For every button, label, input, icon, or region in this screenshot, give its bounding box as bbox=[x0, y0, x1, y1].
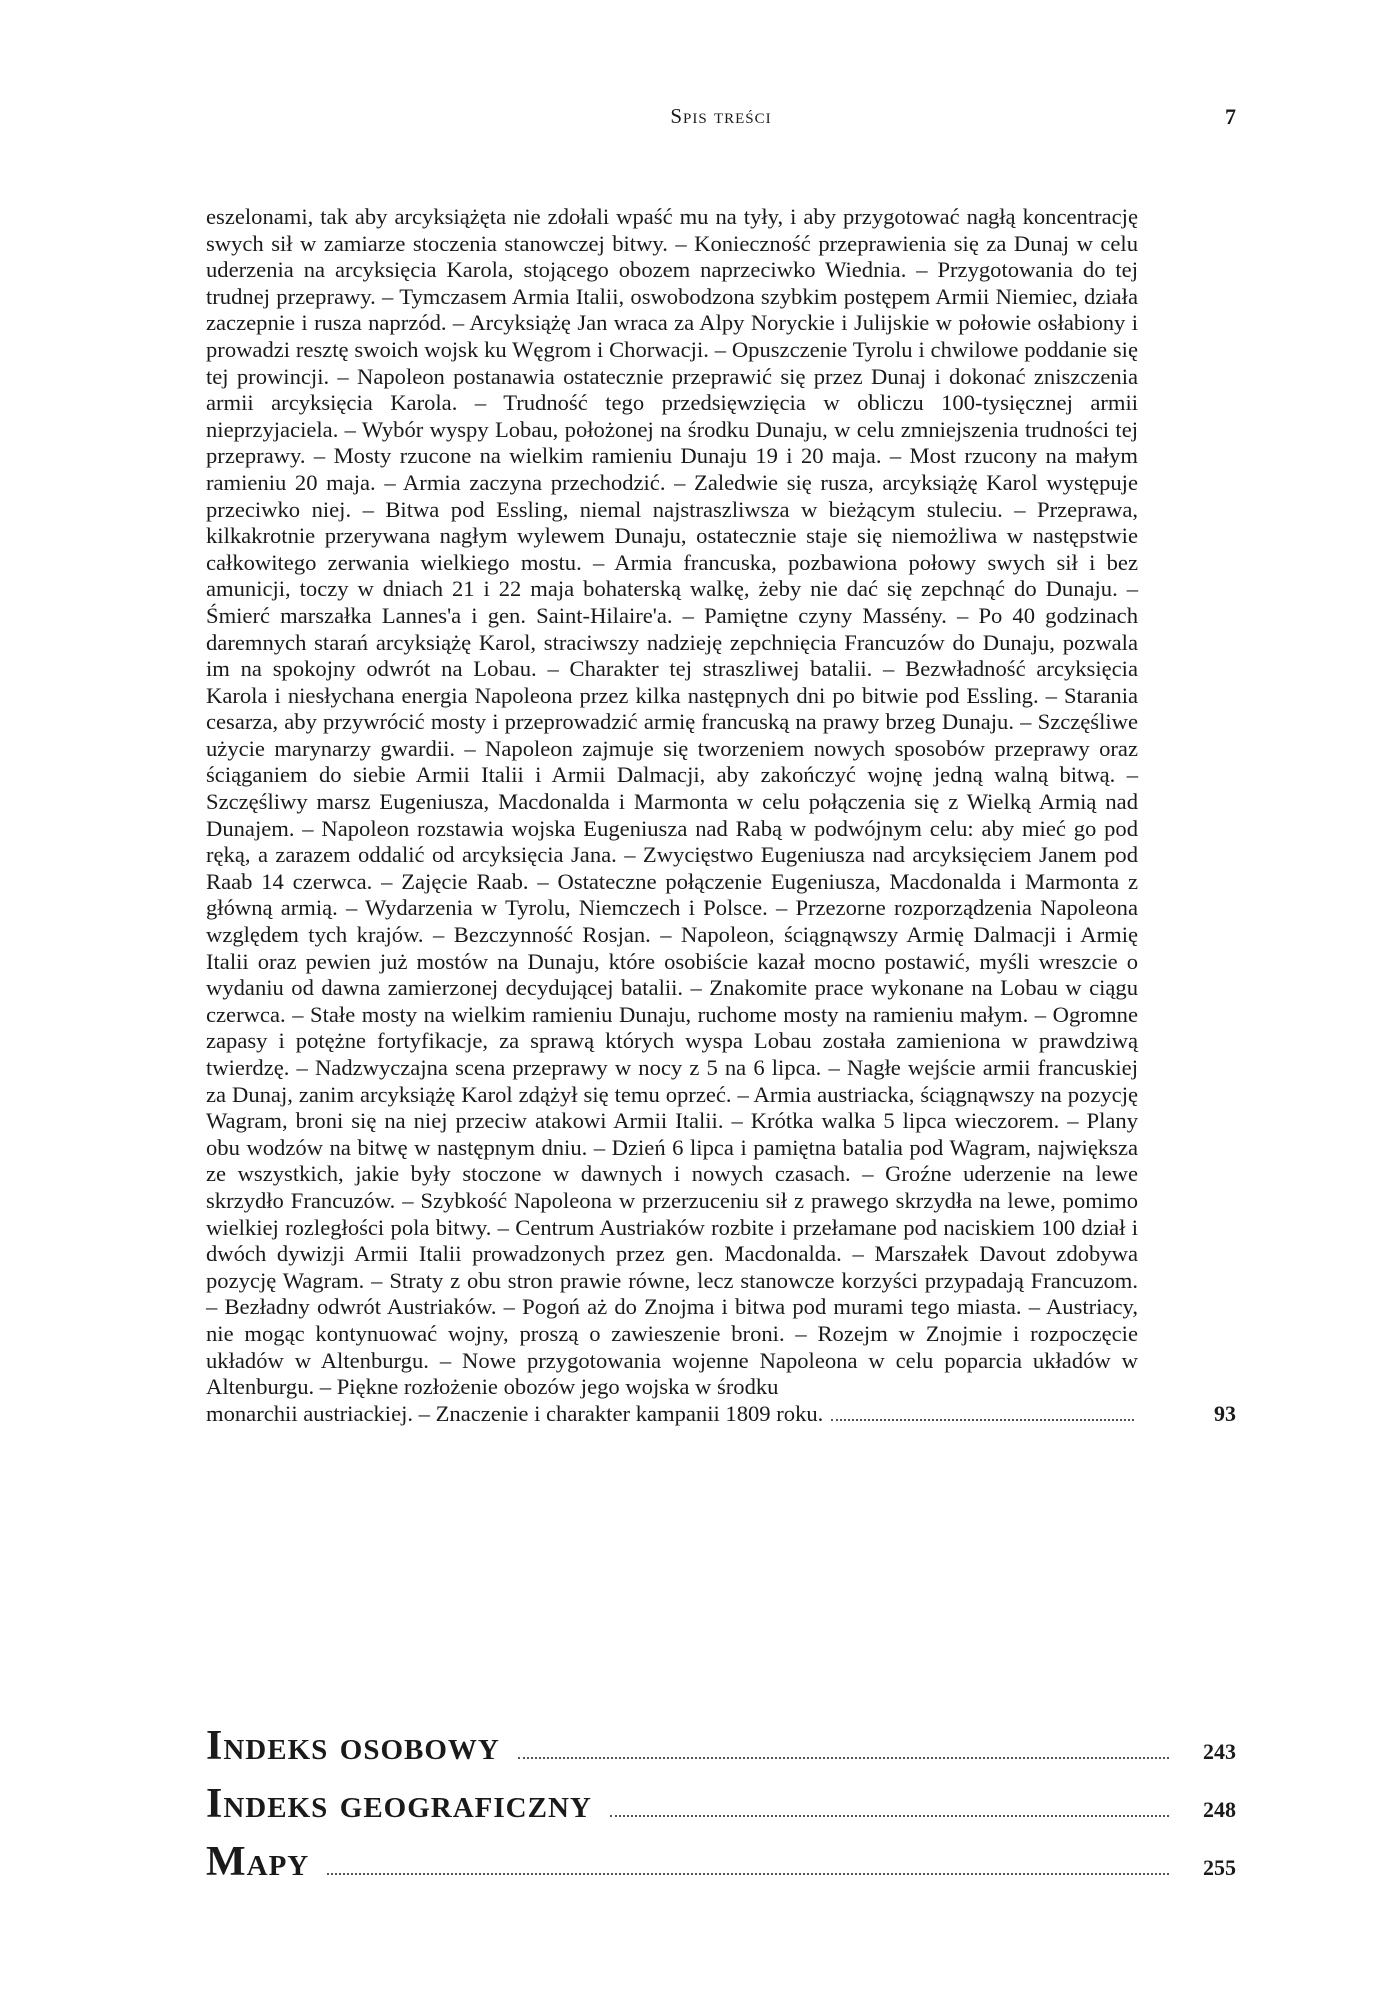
running-title: Spis treści bbox=[670, 104, 772, 128]
toc-section-title: Indeks geograficzny bbox=[206, 1781, 592, 1827]
toc-section-title: Indeks osobowy bbox=[206, 1723, 500, 1769]
running-head bbox=[206, 104, 1236, 136]
toc-entry-last-line-text: monarchii austriackiej. – Znaczenie i charakter kampanii 1809 roku. bbox=[206, 1400, 824, 1426]
toc-entry bbox=[206, 204, 1236, 1427]
page-number: 7 bbox=[1225, 104, 1236, 129]
dot-leader bbox=[518, 1757, 1169, 1759]
toc-section-page: 255 bbox=[1203, 1855, 1236, 1880]
dot-leader bbox=[831, 1419, 1134, 1421]
toc-section-indeks-geograficzny bbox=[206, 1780, 1236, 1830]
toc-section-page: 243 bbox=[1203, 1739, 1236, 1764]
toc-section-title: Mapy bbox=[206, 1839, 310, 1885]
toc-section-mapy bbox=[206, 1838, 1236, 1888]
dot-leader bbox=[327, 1873, 1169, 1875]
toc-entry-last-line bbox=[206, 1401, 1138, 1427]
toc-entry-text: eszelonami, tak aby arcyksiążęta nie zdołali wpaść mu na tyły, i aby przygotować nagłą koncentrację swych sił w zamiarze stoczenia stanowczej bitwy. – Konieczność przeprawienia się za Dunaj w celu uderzenia na arcyksięcia Karola, stojącego obozem naprzeciwko Wiednia. – Przygotowania do tej trudnej przeprawy. – Tymczasem Armia Italii, oswobodzona szybkim postępem Armii Niemiec, działa zaczepnie i rusza naprzód. – Arcyksiążę Jan wraca za Alpy Noryckie i Julijskie w połowie osłabiony i prowadzi resztę swoich wojsk ku Węgrom i Chorwacji. – Opuszczenie Tyrolu i chwilowe poddanie się tej prowincji. – Napoleon postanawia ostatecznie przeprawić się przez Dunaj i dokonać zniszczenia armii arcyksięcia Karola. – Trudność tego przedsięwzięcia w obliczu 100-tysięcznej armii nieprzyjaciela. – Wybór wyspy Lobau, położonej na środku Dunaju, w celu zmniejszenia trudności tej przeprawy. – Mosty rzucone na wielkim ramieniu Dunaju 19 i 20 maja. – Most rzucony na małym ramieniu 20 maja. – Armia zaczyna przechodzić. – Zaledwie się rusza, arcyksiążę Karol występuje przeciwko niej. – Bitwa pod Essling, niemal najstraszliwsza w bieżącym stuleciu. – Przeprawa, kilkakrotnie przerywana nagłym wylewem Dunaju, ostatecznie staje się niemożliwa w następstwie całkowitego zerwania wielkiego mostu. – Armia francuska, pozbawiona połowy swych sił i bez amunicji, toczy w dniach 21 i 22 maja bohaterską walkę, żeby nie dać się zepchnąć do Dunaju. – Śmierć marszałka Lannes'a i gen. Saint-Hilaire'a. – Pamiętne czyny Massény. – Po 40 godzinach daremnych starań arcyksiążę Karol, straciwszy nadzieję zepchnięcia Francuzów do Dunaju, pozwala im na spokojny odwrót na Lobau. – Charakter tej straszliwej batalii. – Bezwładność arcyksięcia Karola i niesłychana energia Napoleona przez kilka następnych dni po bitwie pod Essling. – Starania cesarza, aby przywrócić mosty i przeprowadzić armię francuską na prawy brzeg Dunaju. – Szczęśliwe użycie marynarzy gwardii. – Napoleon zajmuje się tworzeniem nowych sposobów przeprawy oraz ściąganiem do siebie Armii Italii i Armii Dalmacji, aby zakończyć wojnę jedną walną bitwą. – Szczęśliwy marsz Eugeniusza, Macdonalda i Marmonta w celu połączenia się z Wielką Armią nad Dunajem. – Napoleon rozstawia wojska Eugeniusza nad Rabą w podwójnym celu: aby mieć go pod ręką, a zarazem oddalić od arcyksięcia Jana. – Zwycięstwo Eugeniusza nad arcyksięciem Janem pod Raab 14 czerwca. – Zajęcie Raab. – Ostateczne połączenie Eugeniusza, Macdonalda i Marmonta z główną armią. – Wydarzenia w Tyrolu, Niemczech i Polsce. – Przezorne rozporządzenia Napoleona względem tych krajów. – Bezczynność Rosjan. – Napoleon, ściągnąwszy Armię Dalmacji i Armię Italii oraz pewien już mostów na Dunaju, które osobiście kazał mocno postawić, myśli wreszcie o wydaniu od dawna zamierzonej decydującej batalii. – Znakomite prace wykonane na Lobau w ciągu czerwca. – Stałe mosty na wielkim ramieniu Dunaju, ruchome mosty na ramieniu małym. – Ogromne zapasy i potężne fortyfikacje, za sprawą których wyspa Lobau została zamieniona w prawdziwą twierdzę. – Nadzwyczajna scena przeprawy w nocy z 5 na 6 lipca. – Nagłe wejście armii francuskiej za Dunaj, zanim arcyksiążę Karol zdążył się temu oprzeć. – Armia austriacka, ściągnąwszy na pozycję Wagram, broni się na niej przeciw atakowi Armii Italii. – Krótka walka 5 lipca wieczorem. – Plany obu wodzów na bitwę w następnym dniu. – Dzień 6 lipca i pamiętna batalia pod Wagram, największa ze wszystkich, jakie były stoczone w dawnych i nowych czasach. – Groźne uderzenie na lewe skrzydło Francuzów. – Szybkość Napoleona w przerzuceniu sił z prawego skrzydła na lewe, pomimo wielkiej rozległości pola bitwy. – Centrum Austriaków rozbite i przełamane pod naciskiem 100 dział i dwóch dywizji Armii Italii prowadzonych przez gen. Macdonalda. – Marszałek Davout zdobywa pozycję Wagram. – Straty z obu stron prawie równe, lecz stanowcze korzyści przypadają Francuzom. – Bezładny odwrót Austriaków. – Pogoń aż do Znojma i bitwa pod murami tego miasta. – Austriacy, nie mogąc kontynuować wojny, proszą o zawieszenie broni. – Rozejm w Znojmie i rozpoczęcie układów w Altenburgu. – Nowe przygotowania wojenne Napoleona w celu poparcia układów w Altenburgu. – Piękne rozłożenie obozów jego wojska w środku bbox=[206, 204, 1138, 1400]
toc-section-indeks-osobowy bbox=[206, 1722, 1236, 1772]
toc-entry-page: 93 bbox=[1214, 1400, 1236, 1426]
toc-section-page: 248 bbox=[1203, 1797, 1236, 1822]
dot-leader bbox=[610, 1815, 1169, 1817]
